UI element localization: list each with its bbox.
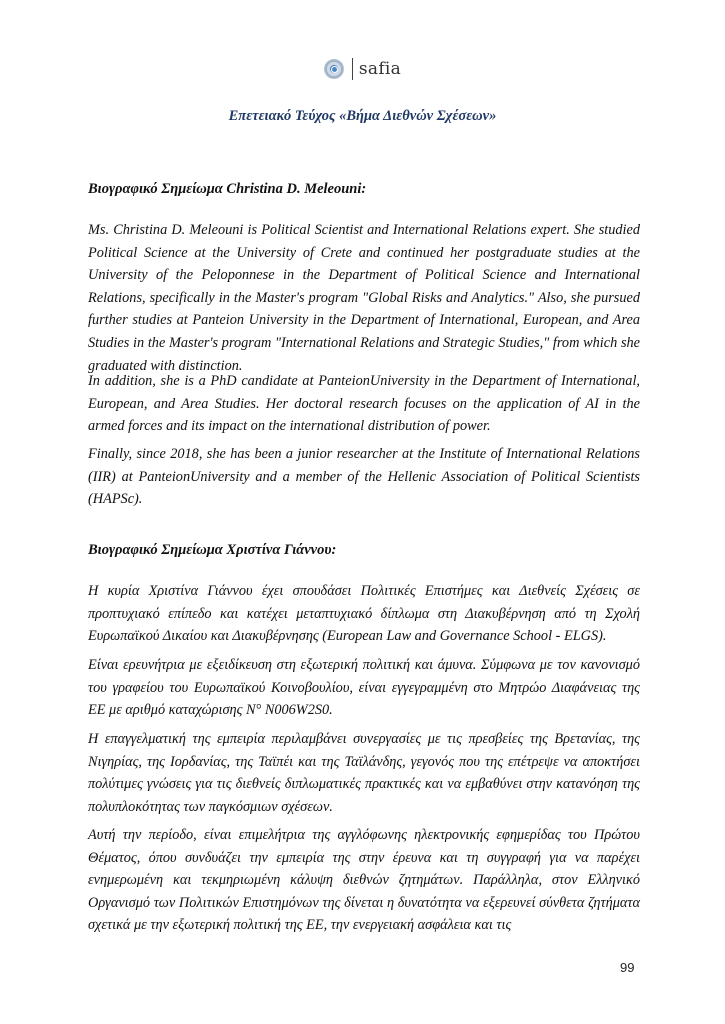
circular-emblem-icon xyxy=(324,59,344,79)
paragraph: In addition, she is a PhD candidate at PanteionUniversity in the Department of International, European, and Area Studies. Her doctoral research focuses on the application of AI in the armed forces and its impact on the international distribution of power. xyxy=(88,373,640,435)
paragraph: Finally, since 2018, she has been a junior researcher at the Institute of International Relations (IIR) at PanteionUniversity and a member of the Hellenic Association of Political Scientists (HAPSc). xyxy=(88,446,640,508)
bio-paragraph xyxy=(88,728,640,818)
logo-divider xyxy=(352,58,353,80)
bio-paragraph xyxy=(88,654,640,722)
section-heading: Βιογραφικό Σημείωμα Χριστίνα Γιάννου: xyxy=(88,542,337,558)
logo-text: safia xyxy=(358,59,402,79)
paragraph: Είναι ερευνήτρια με εξειδίκευση στη εξωτερική πολιτική και άμυνα. Σύμφωνα με τον κανονισμό του γραφείου του Ευρωπαϊκού Κοινοβουλίου, είναι εγγεγραμμένη στο Μητρώο Διαφάνειας της ΕΕ με αριθμό καταχώρισης N° N006W2S0. xyxy=(88,657,640,719)
issue-title: Επετειακό Τεύχος «Βήμα Διεθνών Σχέσεων» xyxy=(228,108,497,124)
bio-paragraph xyxy=(88,580,640,648)
paragraph: Η κυρία Χριστίνα Γιάννου έχει σπουδάσει Πολιτικές Επιστήμες και Διεθνείς Σχέσεις σε προπτυχιακό επίπεδο και κατέχει μεταπτυχιακό δίπλωμα στη Διακυβέρνηση από τη Σχολή Ευρωπαϊκού Δικαίου και Διακυβέρνησης (European Law and Governance School - ELGS). xyxy=(88,583,640,645)
paragraph: Η επαγγελματική της εμπειρία περιλαμβάνει συνεργασίες με τις πρεσβείες της Βρετανίας, της Νιγηρίας, της Ιορδανίας, της Ταϊπέι και της Ταϊλάνδης, γεγονός που της επέτρεψε να αποκτήσει πολύτιμες γνώσεις για τις διεθνείς διπλωματικές πρακτικές και να εμβαθύνει στην κατανόηση της πολυπλοκότητας των παγκόσμιων σχέσεων. xyxy=(88,731,640,815)
bio-section-meleouni xyxy=(88,181,640,198)
page-number: 99 xyxy=(620,960,635,975)
section-heading: Βιογραφικό Σημείωμα Christina D. Meleouni: xyxy=(88,181,367,197)
bio-paragraph xyxy=(88,824,640,937)
paragraph: Αυτή την περίοδο, είναι επιμελήτρια της αγγλόφωνης ηλεκτρονικής εφημερίδας του Πρώτου Θέματος, όπου συνδυάζει την εμπειρία της στην έρευνα και τη συγγραφή για να παρέχει ενημερωμένη και τεκμηριωμένη κάλυψη διεθνών ζητημάτων. Παράλληλα, στον Ελληνικό Οργανισμό των Πολιτικών Επιστημόνων της δίνεται η δυνατότητα να εξερευνεί σύνθετα ζητήματα σχετικά με την εξωτερική πολιτική της ΕΕ, την ενεργειακή ασφάλεια και τις xyxy=(88,827,640,934)
bio-paragraph xyxy=(88,219,640,377)
paragraph: Ms. Christina D. Meleouni is Political Scientist and International Relations expert. She studied Political Science at the University of Crete and continued her postgraduate studies at the University of the Peloponnese in the Department of Political Science and International Relations, specifically in the Master's program "Global Risks and Analytics." Also, she pursued further studies at Panteion University in the Department of International, European, and Area Studies in the Master's program "International Relations and Strategic Studies," from which she graduated with distinction. xyxy=(88,222,640,374)
bio-paragraph xyxy=(88,443,640,511)
bio-section-giannou xyxy=(88,542,640,559)
bio-paragraph xyxy=(88,370,640,438)
header-logo xyxy=(0,58,725,80)
